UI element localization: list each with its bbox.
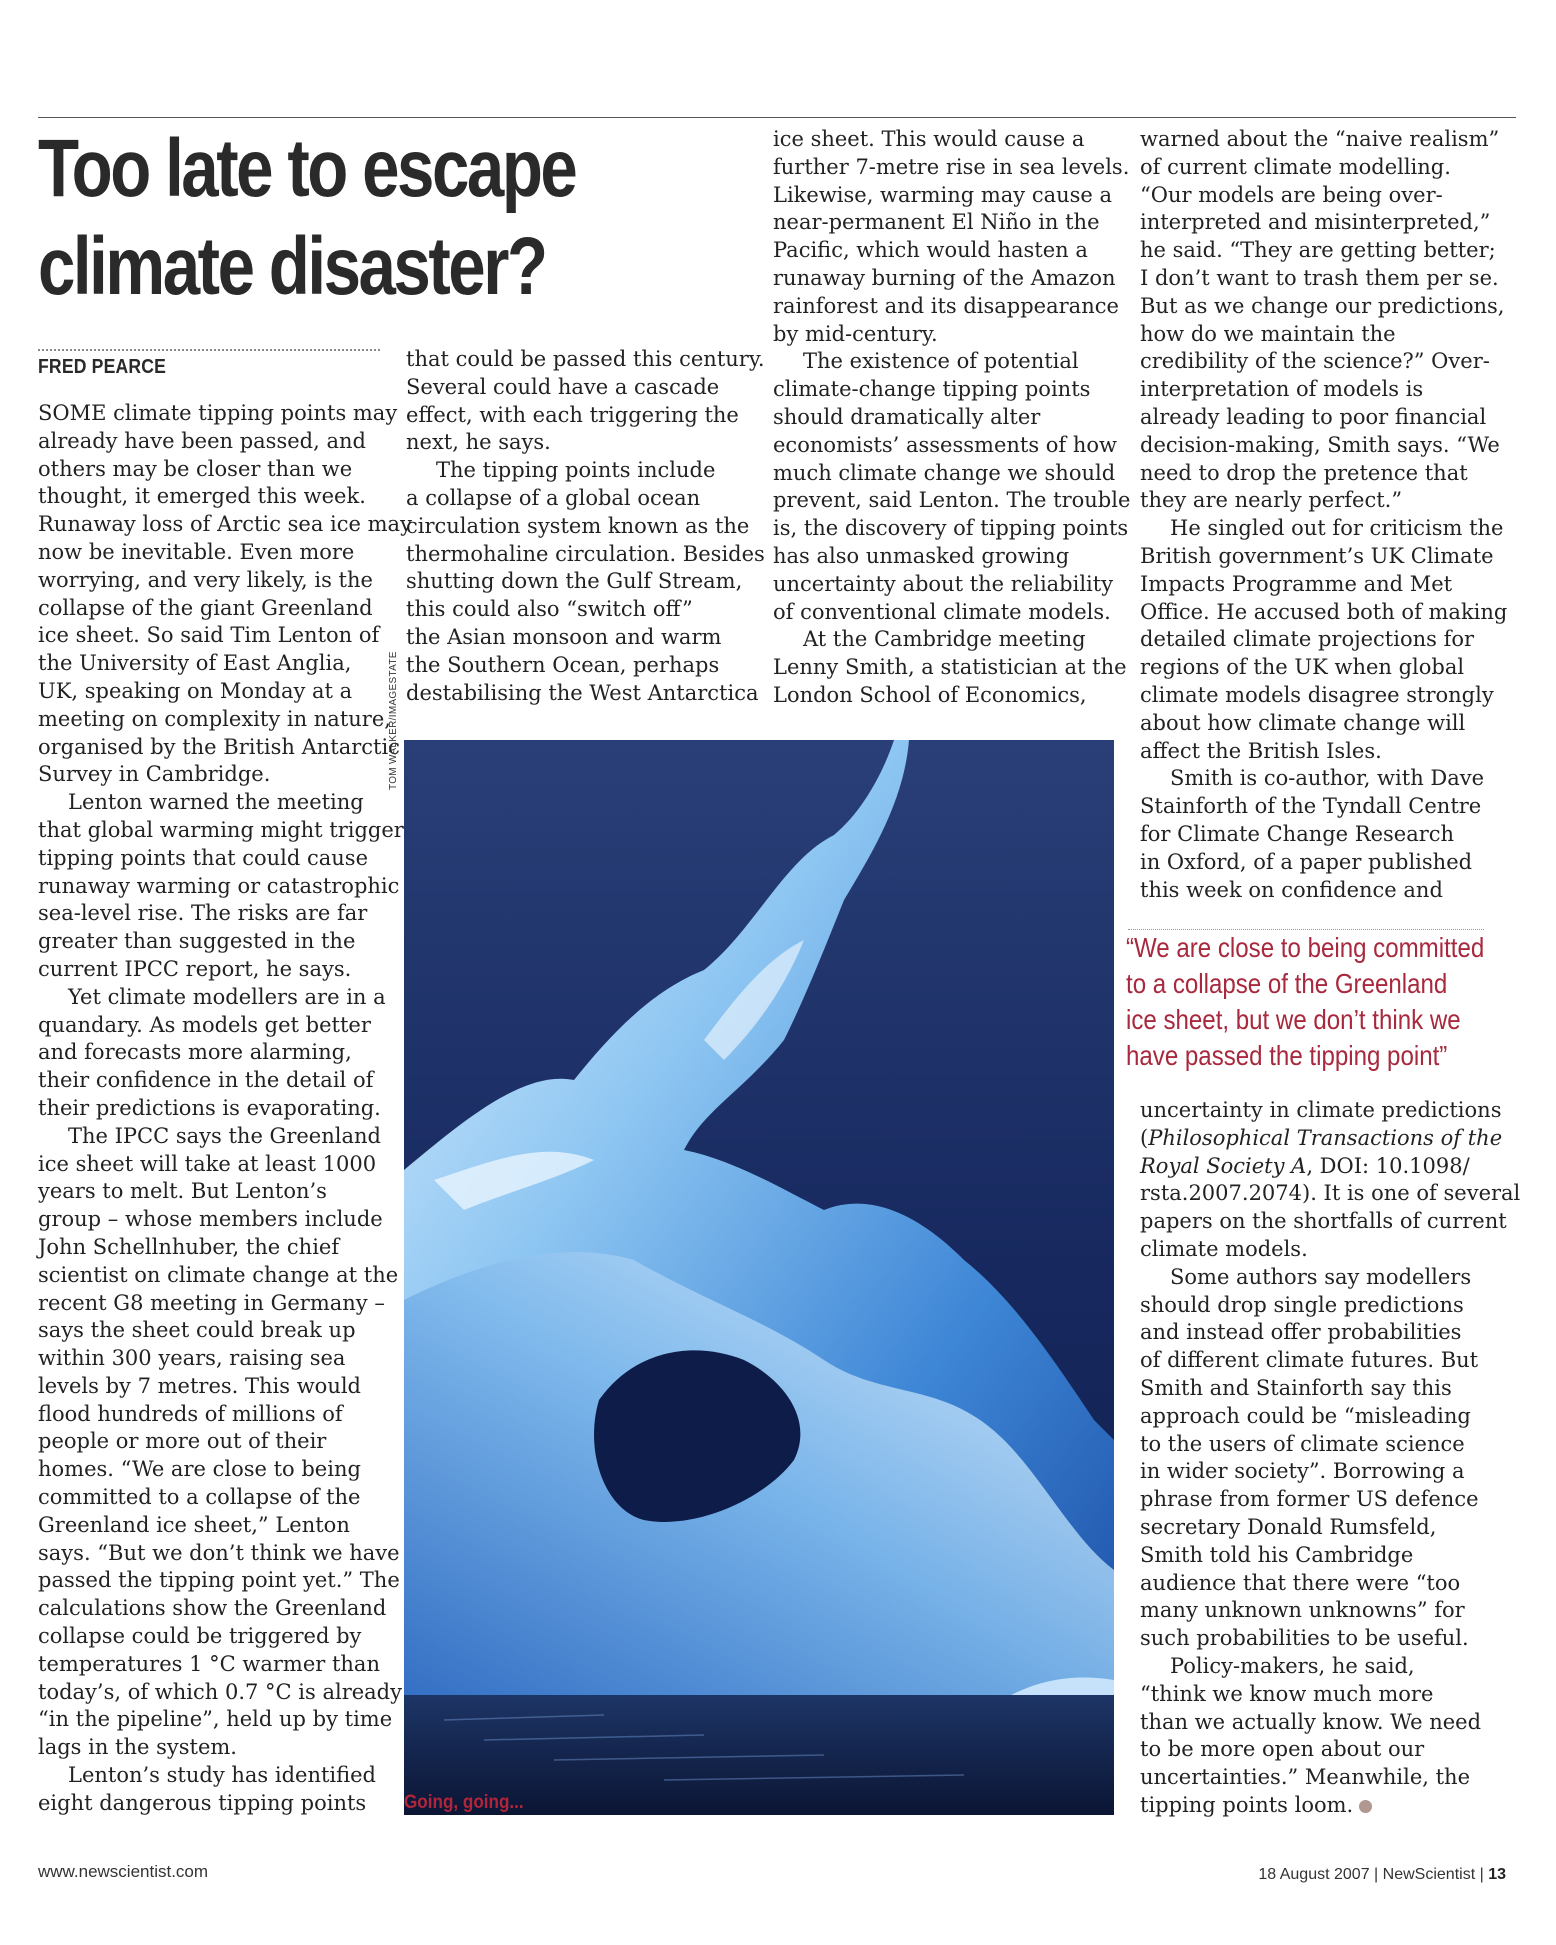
body-text-line: approach could be “misleading: [1140, 1403, 1471, 1428]
body-text-line: need to drop the pretence that: [1140, 460, 1468, 485]
iceberg-photo: [404, 740, 1114, 1815]
body-text-line: climate models.: [1140, 1236, 1308, 1261]
body-text-line: should dramatically alter: [773, 404, 1041, 429]
body-text-line: is, the discovery of tipping points: [773, 516, 1129, 541]
body-text-line: in Oxford, of a paper published: [1140, 849, 1473, 874]
body-text-line: they are nearly perfect.”: [1140, 488, 1403, 513]
body-text-line: has also unmasked growing: [773, 543, 1070, 568]
body-text-line: He singled out for criticism the: [1170, 516, 1504, 541]
body-text-line: lags in the system.: [38, 1735, 237, 1760]
footer-date: 18 August 2007: [1258, 1866, 1370, 1883]
body-text-line: Likewise, warming may cause a: [773, 182, 1113, 207]
body-text-line: by mid-century.: [773, 321, 938, 346]
body-text-line: The existence of potential: [803, 349, 1079, 374]
body-text-line: rainforest and its disappearance: [773, 293, 1119, 318]
body-text-line: group – whose members include: [38, 1207, 383, 1232]
body-text-line: Royal Society A, DOI: 10.1098/: [1140, 1153, 1470, 1178]
body-text-line: affect the British Isles.: [1140, 738, 1382, 763]
body-text-line: uncertainty in climate predictions: [1140, 1098, 1502, 1122]
end-of-article-icon: [1359, 1800, 1372, 1813]
body-text-line: collapse could be triggered by: [38, 1624, 362, 1649]
photo-caption: Going, going...: [404, 1792, 524, 1813]
body-text-line: today’s, of which 0.7 °C is already: [38, 1679, 402, 1704]
body-text-line: Pacific, which would hasten a: [773, 238, 1088, 263]
body-text-line: rsta.2007.2074). It is one of several: [1140, 1181, 1521, 1206]
body-text-line: their predictions is evaporating.: [38, 1095, 381, 1120]
iceberg-illustration: [404, 740, 1114, 1815]
body-text-line: of conventional climate models.: [773, 599, 1111, 624]
body-text-line: committed to a collapse of the: [38, 1485, 361, 1510]
body-text-line: than we actually know. We need: [1140, 1709, 1482, 1734]
body-text-line: Stainforth of the Tyndall Centre: [1140, 794, 1482, 819]
body-text-line: The IPCC says the Greenland: [68, 1123, 381, 1148]
body-text-line: recent G8 meeting in Germany –: [38, 1290, 385, 1315]
body-text-line: At the Cambridge meeting: [803, 627, 1086, 652]
body-text-line: already leading to poor financial: [1140, 404, 1487, 429]
body-text-line: Lenton’s study has identified: [68, 1763, 376, 1788]
body-text-line: that global warming might trigger: [38, 817, 404, 842]
body-text-line: UK, speaking on Monday at a: [38, 678, 353, 703]
body-text-line: greater than suggested in the: [38, 929, 356, 954]
body-text-line: ice sheet. This would cause a: [773, 127, 1085, 151]
body-text-line: Several could have a cascade: [406, 374, 720, 399]
body-text-line: the Asian monsoon and warm: [406, 624, 722, 649]
body-text-line: The tipping points include: [436, 458, 716, 483]
body-text-line: Survey in Cambridge.: [38, 762, 271, 787]
body-text-line: for Climate Change Research: [1140, 821, 1455, 846]
body-text-line: the Southern Ocean, perhaps: [406, 652, 720, 677]
column-4-bottom: [1140, 1097, 1521, 1820]
body-text-line: uncertainties.” Meanwhile, the: [1140, 1765, 1471, 1790]
body-text-line: further 7-metre rise in sea levels.: [773, 154, 1130, 179]
body-text-line: others may be closer than we: [38, 456, 353, 481]
body-text-line: homes. “We are close to being: [38, 1457, 361, 1482]
body-text-line: effect, with each triggering the: [406, 402, 739, 427]
body-text-line: interpreted and misinterpreted,”: [1140, 210, 1491, 235]
body-text-line: years to melt. But Lenton’s: [38, 1179, 327, 1204]
body-text-line: he said. “They are getting better;: [1140, 238, 1496, 263]
body-text-line: runaway warming or catastrophic: [38, 873, 400, 898]
body-text-line: flood hundreds of millions of: [38, 1401, 343, 1426]
body-text-line: next, he says.: [406, 430, 551, 455]
body-text-line: tipping points loom.: [1140, 1792, 1500, 1820]
body-text-line: sea-level rise. The risks are far: [38, 901, 368, 926]
body-text-line: ice sheet will take at least 1000: [38, 1151, 377, 1176]
body-text-line: interpretation of models is: [1140, 377, 1424, 402]
column-2: [406, 346, 765, 707]
body-text-line: “in the pipeline”, held up by time: [38, 1707, 393, 1732]
body-text-line: Yet climate modellers are in a: [68, 984, 386, 1009]
body-text-line: Lenton warned the meeting: [68, 790, 364, 815]
body-text-line: British government’s UK Climate: [1140, 543, 1494, 568]
body-text-line: “think we know much more: [1140, 1681, 1434, 1706]
body-text-line: their confidence in the detail of: [38, 1068, 374, 1093]
pull-quote: [1126, 930, 1485, 1074]
body-text-line: Smith and Stainforth say this: [1140, 1375, 1452, 1400]
body-text-line: collapse of the giant Greenland: [38, 595, 373, 620]
body-text-line: credibility of the science?” Over-: [1140, 349, 1490, 374]
byline-rule: [38, 349, 380, 351]
column-4-top: [1140, 126, 1508, 904]
body-text-line: audience that there were “too: [1140, 1570, 1461, 1595]
body-text-line: now be inevitable. Even more: [38, 539, 355, 564]
footer-separator: |: [1374, 1866, 1379, 1883]
body-text-line: of different climate futures. But: [1140, 1348, 1479, 1373]
body-text-line: worrying, and very likely, is the: [38, 567, 373, 592]
body-text-line: (Philosophical Transactions of the: [1140, 1125, 1503, 1150]
body-text-line: much climate change we should: [773, 460, 1116, 485]
headline-line-2: climate disaster?: [38, 221, 546, 312]
body-text-line: phrase from former US defence: [1140, 1487, 1479, 1512]
body-text-line: “Our models are being over-: [1140, 182, 1443, 207]
pull-quote-line: ice sheet, but we don’t think we: [1126, 1004, 1461, 1035]
headline-line-1: Too late to escape: [38, 123, 576, 214]
body-text-line: Runaway loss of Arctic sea ice may: [38, 512, 412, 537]
body-text-line: SOME climate tipping points may: [38, 401, 398, 425]
body-text-line: tipping points that could cause: [38, 845, 368, 870]
body-text-line: and instead offer probabilities: [1140, 1320, 1462, 1345]
body-text-line: meeting on complexity in nature,: [38, 706, 391, 731]
body-text-line: near-permanent El Niño in the: [773, 210, 1100, 235]
body-text-line: secretary Donald Rumsfeld,: [1140, 1514, 1437, 1539]
body-text-line: runaway burning of the Amazon: [773, 265, 1116, 290]
body-text-line: Impacts Programme and Met: [1140, 571, 1453, 596]
body-text-line: organised by the British Antarctic: [38, 734, 400, 759]
body-text-line: already have been passed, and: [38, 428, 366, 453]
body-text-line: uncertainty about the reliability: [773, 571, 1114, 596]
body-text-line: says. “But we don’t think we have: [38, 1540, 400, 1565]
body-text-line: Smith is co-author, with Dave: [1170, 766, 1485, 791]
body-text-line: such probabilities to be useful.: [1140, 1626, 1469, 1651]
footer-separator: |: [1479, 1866, 1484, 1883]
body-text-line: within 300 years, raising sea: [38, 1346, 346, 1371]
body-text-line: decision-making, Smith says. “We: [1140, 432, 1500, 457]
body-text-line: thermohaline circulation. Besides: [406, 541, 765, 566]
body-text-line: Smith told his Cambridge: [1140, 1542, 1414, 1567]
body-text-line: in wider society”. Borrowing a: [1140, 1459, 1465, 1484]
byline: FRED PEARCE: [38, 356, 167, 378]
body-text-line: should drop single predictions: [1140, 1292, 1464, 1317]
body-text-line: that could be passed this century.: [406, 347, 765, 371]
body-text-line: passed the tipping point yet.” The: [38, 1568, 400, 1593]
body-text-line: London School of Economics,: [773, 682, 1087, 707]
body-text-line: eight dangerous tipping points: [38, 1790, 367, 1815]
body-text-line: Greenland ice sheet,” Lenton: [38, 1512, 350, 1537]
body-text-line: shutting down the Gulf Stream,: [406, 569, 743, 594]
footer-website: www.newscientist.com: [38, 1862, 209, 1881]
footer-publication: NewScientist: [1382, 1866, 1476, 1883]
body-text-line: ice sheet. So said Tim Lenton of: [38, 623, 380, 648]
body-text-line: I don’t want to trash them per se.: [1140, 265, 1499, 290]
body-text-line: the University of East Anglia,: [38, 651, 352, 676]
body-text-line: a collapse of a global ocean: [406, 485, 701, 510]
body-text-line: and forecasts more alarming,: [38, 1040, 352, 1065]
photo-credit: TOM WALKER/IMAGESTATE: [388, 651, 399, 790]
top-rule: [38, 117, 1516, 118]
body-text-line: levels by 7 metres. This would: [38, 1373, 361, 1398]
pull-quote-line: to a collapse of the Greenland: [1126, 968, 1448, 999]
column-3: [773, 126, 1131, 710]
body-text-line: thought, it emerged this week.: [38, 484, 366, 509]
body-text-line: climate-change tipping points: [773, 377, 1091, 402]
body-text-line: economists’ assessments of how: [773, 432, 1118, 457]
body-text-line: prevent, said Lenton. The trouble: [773, 488, 1131, 513]
footer-page-number: 13: [1488, 1866, 1506, 1883]
body-text-line: Office. He accused both of making: [1140, 599, 1508, 624]
body-text-line: Lenny Smith, a statistician at the: [773, 655, 1127, 680]
body-text-line: warned about the “naive realism”: [1140, 127, 1500, 151]
body-text-line: about how climate change will: [1140, 710, 1466, 735]
body-text-line: detailed climate projections for: [1140, 627, 1475, 652]
body-text-line: destabilising the West Antarctica: [406, 680, 759, 705]
body-text-line: to the users of climate science: [1140, 1431, 1465, 1456]
body-text-line: how do we maintain the: [1140, 321, 1396, 346]
body-text-line: people or more out of their: [38, 1429, 327, 1454]
body-text-line: John Schellnhuber, the chief: [38, 1234, 340, 1259]
body-text-line: Policy-makers, he said,: [1170, 1653, 1415, 1678]
pull-quote-line: “We are close to being committed: [1126, 932, 1485, 963]
body-text-line: regions of the UK when global: [1140, 655, 1465, 680]
body-text-line: scientist on climate change at the: [38, 1262, 399, 1287]
body-text-line: calculations show the Greenland: [38, 1596, 387, 1621]
body-text-line: papers on the shortfalls of current: [1140, 1209, 1507, 1234]
footer-page-info: [1258, 1866, 1506, 1884]
body-text-line: this week on confidence and: [1140, 877, 1443, 902]
body-text-line: Some authors say modellers: [1170, 1264, 1472, 1289]
body-text-line: many unknown unknowns” for: [1140, 1598, 1465, 1623]
headline: [38, 120, 596, 316]
pull-quote-line: have passed the tipping point”: [1126, 1040, 1448, 1071]
body-text-line: says the sheet could break up: [38, 1318, 356, 1343]
body-text-line: But as we change our predictions,: [1140, 293, 1505, 318]
body-text-line: temperatures 1 °C warmer than: [38, 1651, 380, 1676]
body-text-line: circulation system known as the: [406, 513, 750, 538]
body-text-line: climate models disagree strongly: [1140, 682, 1494, 707]
body-text-line: this could also “switch off”: [406, 597, 693, 622]
body-text-line: of current climate modelling.: [1140, 154, 1451, 179]
body-text-line: quandary. As models get better: [38, 1012, 371, 1037]
body-text-line: current IPCC report, he says.: [38, 956, 352, 981]
body-text-line: to be more open about our: [1140, 1737, 1425, 1762]
